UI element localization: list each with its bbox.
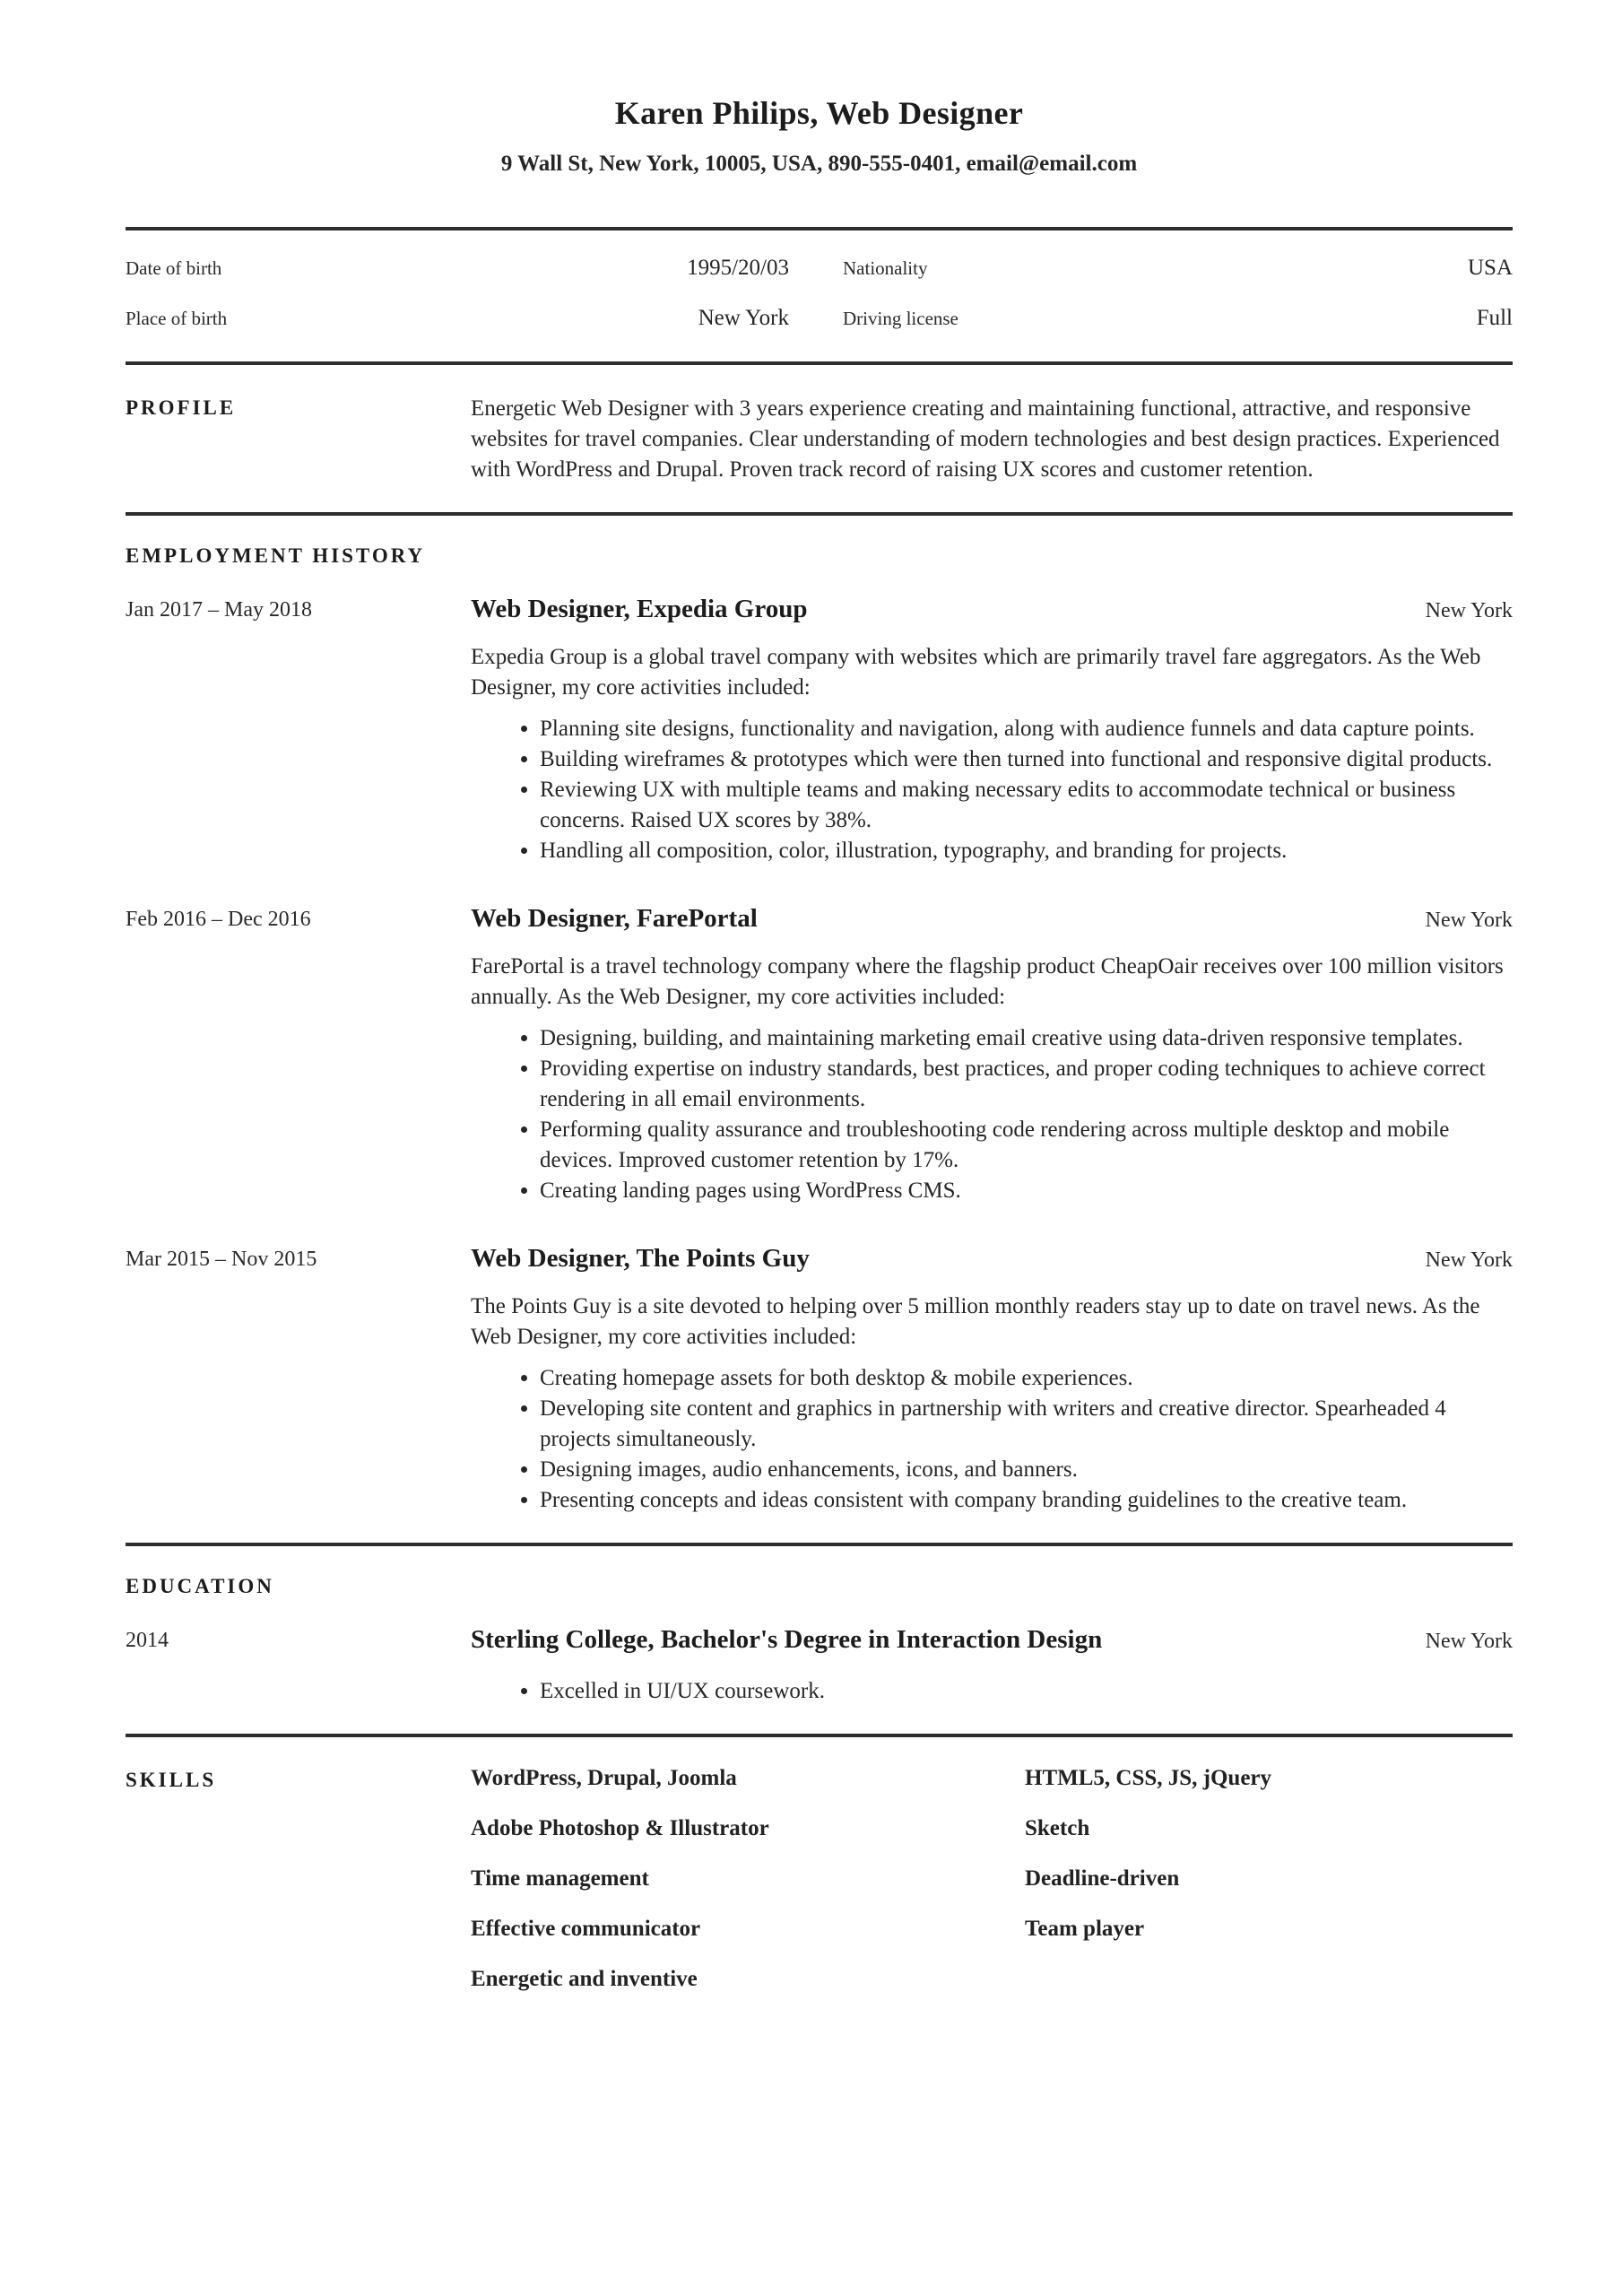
- job-bullet-list: [471, 1023, 1513, 1206]
- skill-item: Time management: [471, 1866, 649, 1891]
- employment-heading: EMPLOYMENT HISTORY: [126, 544, 426, 567]
- page-title: Karen Philips, Web Designer: [614, 95, 1024, 131]
- detail-label-date-of-birth: Date of birth: [126, 257, 222, 279]
- detail-value-date-of-birth: 1995/20/03: [687, 256, 789, 280]
- job-entry: [126, 1244, 1513, 1516]
- education-heading: EDUCATION: [126, 1575, 274, 1597]
- job-body: [471, 1244, 1513, 1516]
- skill-item: WordPress, Drupal, Joomla: [471, 1766, 737, 1790]
- personal-details: [126, 230, 1513, 361]
- skill-item: Energetic and inventive: [471, 1967, 698, 1991]
- job-bullet: • Providing expertise on industry standards, best practices, and proper coding techniques to achieve correct rendering in all email environments.: [540, 1054, 1513, 1115]
- education-bullet: • Excelled in UI/UX coursework.: [540, 1676, 1513, 1707]
- job-dates: Feb 2016 – Dec 2016: [126, 908, 311, 931]
- detail-label-driving-license: Driving license: [843, 308, 958, 329]
- job-bullet: • Building wireframes & prototypes which were then turned into functional and responsive digital products.: [540, 744, 1513, 775]
- education-location: New York: [1425, 1630, 1513, 1653]
- job-entry: [126, 904, 1513, 1206]
- skill-item: Deadline-driven: [1025, 1866, 1180, 1891]
- education-section: [126, 1546, 1513, 1734]
- skill-item: Sketch: [1025, 1816, 1090, 1840]
- skills-heading: SKILLS: [126, 1769, 217, 1791]
- job-title: Web Designer, The Points Guy: [471, 1244, 810, 1273]
- detail-value-nationality: USA: [1467, 256, 1513, 280]
- skills-grid: [471, 1766, 1513, 1992]
- skill-item: Effective communicator: [471, 1917, 701, 1941]
- job-bullet: • Performing quality assurance and troubleshooting code rendering across multiple desktop and mobile devices. Improved customer retention by 17%.: [540, 1115, 1513, 1176]
- job-bullet: • Planning site designs, functionality and navigation, along with audience funnels and data capture points.: [540, 714, 1513, 744]
- employment-section: [126, 516, 1513, 1543]
- job-header: [471, 1244, 1513, 1274]
- job-bullet: • Creating homepage assets for both desktop & mobile experiences.: [540, 1363, 1513, 1394]
- job-bullet: • Designing images, audio enhancements, icons, and banners.: [540, 1455, 1513, 1485]
- resume-header: [126, 94, 1513, 177]
- profile-heading: PROFILE: [126, 396, 237, 419]
- job-title: Web Designer, Expedia Group: [471, 595, 808, 623]
- job-location: New York: [1425, 909, 1513, 932]
- job-bullet: • Designing, building, and maintaining marketing email creative using data-driven responsive templates.: [540, 1023, 1513, 1054]
- job-summary: The Points Guy is a site devoted to helping over 5 million monthly readers stay up to date on travel news. As the Web Designer, my core activities included:: [471, 1294, 1480, 1349]
- job-dates: Jan 2017 – May 2018: [126, 598, 312, 622]
- education-body: [471, 1625, 1513, 1707]
- job-location: New York: [1425, 1248, 1513, 1272]
- detail-row: [126, 256, 1513, 281]
- skill-item: Team player: [1025, 1917, 1145, 1941]
- job-body: [471, 904, 1513, 1206]
- job-location: New York: [1425, 599, 1513, 622]
- education-title: Sterling College, Bachelor's Degree in Interaction Design: [471, 1625, 1103, 1654]
- job-bullet: • Creating landing pages using WordPress CMS.: [540, 1176, 1513, 1206]
- detail-label-place-of-birth: Place of birth: [126, 308, 228, 329]
- education-bullet-list: [471, 1676, 1513, 1707]
- job-summary: Expedia Group is a global travel company with websites which are primarily travel fare aggregators. As the Web Designer, my core activities included:: [471, 645, 1481, 700]
- contact-line: 9 Wall St, New York, 10005, USA, 890-555-0401, email@email.com: [500, 152, 1138, 176]
- education-entry: [126, 1625, 1513, 1707]
- job-bullet: • Reviewing UX with multiple teams and making necessary edits to accommodate technical or business concerns. Raised UX scores by 38%.: [540, 775, 1513, 836]
- detail-row: [126, 306, 1513, 331]
- job-title: Web Designer, FarePortal: [471, 904, 758, 933]
- job-bullet: • Presenting concepts and ideas consistent with company branding guidelines to the creative team.: [540, 1485, 1513, 1516]
- detail-label-nationality: Nationality: [843, 257, 928, 279]
- education-dates: 2014: [126, 1629, 169, 1652]
- skill-item: HTML5, CSS, JS, jQuery: [1025, 1766, 1272, 1790]
- job-header: [471, 595, 1513, 624]
- skill-item: Adobe Photoshop & Illustrator: [471, 1816, 769, 1840]
- job-bullet-list: [471, 1363, 1513, 1516]
- job-entry: [126, 595, 1513, 866]
- detail-value-driving-license: Full: [1476, 306, 1513, 330]
- job-bullet: • Handling all composition, color, illustration, typography, and branding for projects.: [540, 836, 1513, 866]
- job-header: [471, 904, 1513, 934]
- education-header: [471, 1625, 1513, 1655]
- detail-value-place-of-birth: New York: [698, 306, 789, 330]
- job-bullet: • Developing site content and graphics in partnership with writers and creative director. Spearheaded 4 projects simultaneously.: [540, 1394, 1513, 1455]
- job-dates: Mar 2015 – Nov 2015: [126, 1248, 317, 1271]
- profile-section: [126, 365, 1513, 512]
- job-summary: FarePortal is a travel technology company where the flagship product CheapOair receives over 100 million visitors annually. As the Web Designer, my core activities included:: [471, 954, 1504, 1009]
- job-bullet-list: [471, 714, 1513, 866]
- job-body: [471, 595, 1513, 866]
- profile-text: Energetic Web Designer with 3 years experience creating and maintaining functional, attractive, and responsive websites for travel companies. Clear understanding of modern technologies and best design practices. Experienced with WordPress and Drupal. Proven track record of raising UX scores and customer retention.: [471, 396, 1500, 482]
- skills-section: [126, 1737, 1513, 2019]
